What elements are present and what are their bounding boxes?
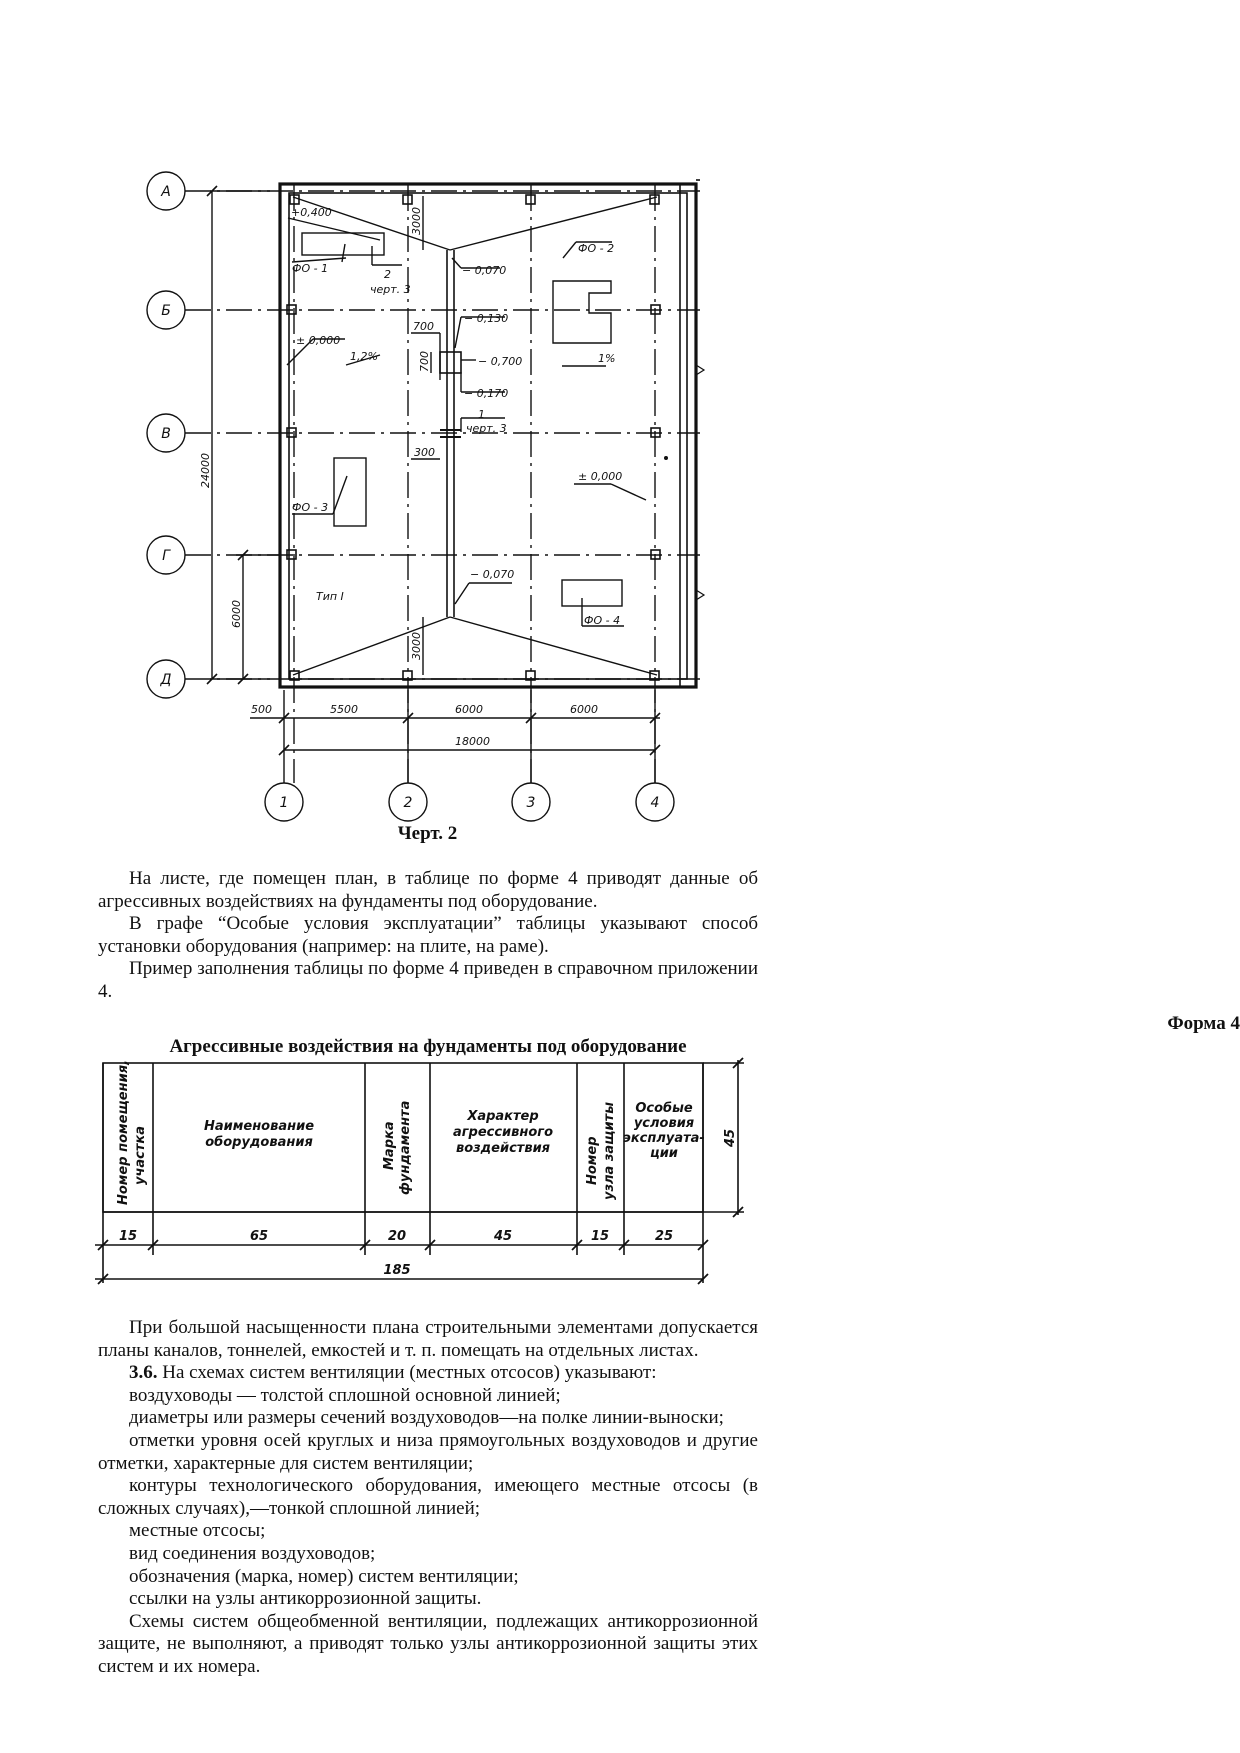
width-15a: 15 xyxy=(118,1229,138,1244)
mark-minus-0130: − 0,130 xyxy=(464,312,509,325)
list-item: контуры технологического оборудования, имеющего местные отсосы (в сложных случаях),—тонкой сплошной линией; xyxy=(98,1475,758,1519)
ref-2-number: 2 xyxy=(384,268,391,281)
col-special-conditions-line4: ции xyxy=(650,1146,678,1161)
mark-plus-0400: +0,400 xyxy=(291,206,332,219)
width-20: 20 xyxy=(387,1229,407,1244)
list-item: ссылки на узлы антикоррозионной защиты. xyxy=(129,1588,482,1610)
mark-pm-0000b: ± 0,000 xyxy=(578,470,623,483)
dim-700b: 700 xyxy=(418,351,431,372)
foundation-fo1: ФО - 1 xyxy=(292,262,329,275)
col-room-number-line2: участка xyxy=(133,1125,148,1185)
col-room-number-line1: Номер помещения, xyxy=(116,1059,131,1205)
axis-col-1: 1 xyxy=(279,795,289,811)
width-45: 45 xyxy=(493,1229,513,1244)
floor-plan-drawing xyxy=(0,0,760,830)
col-foundation-mark-line1: Марка xyxy=(382,1121,397,1170)
list-item: отметки уровня осей круглых и низа прямоугольных воздуховодов и другие отметки, характерные для систем вентиляции; xyxy=(98,1429,758,1474)
col-aggressive-line1: Характер xyxy=(467,1109,539,1124)
axis-col-4: 4 xyxy=(650,795,660,811)
dim-6000-left: 6000 xyxy=(230,600,243,628)
mark-minus-0700: − 0,700 xyxy=(478,355,523,368)
col-protection-node-line2: узла защиты xyxy=(602,1102,617,1200)
mark-pm-0000a: ± 0,000 xyxy=(296,334,341,347)
section-number: 3.6. xyxy=(129,1362,158,1384)
mark-minus-0070a: − 0,070 xyxy=(462,264,507,277)
foundation-fo4: ФО - 4 xyxy=(584,614,621,627)
col-special-conditions-line2: условия xyxy=(633,1116,695,1131)
form-title: Агрессивные воздействия на фундаменты под оборудование xyxy=(169,1036,687,1057)
axis-col-3: 3 xyxy=(526,795,536,811)
intro-text xyxy=(98,868,758,1004)
axis-row-v: В xyxy=(161,426,171,442)
col-equipment-line2: оборудования xyxy=(205,1135,313,1150)
list-item: местные отсосы; xyxy=(129,1520,266,1542)
col-foundation-mark-line2: фундамента xyxy=(398,1100,413,1195)
body-text xyxy=(98,1317,758,1679)
paragraph-final: Схемы систем общеобменной вентиляции, подлежащих антикоррозионной защите, не выполняют, а приводят только узлы антикоррозионной защиты этих систем и их номера. xyxy=(98,1610,758,1677)
width-65: 65 xyxy=(249,1229,269,1244)
axis-row-a: А xyxy=(161,184,171,200)
dim-24000: 24000 xyxy=(199,453,212,488)
paragraph: В графе “Особые условия эксплуатации” таблицы указывают способ установки оборудования (например: на плите, на раме). xyxy=(98,913,758,957)
ref-1-text: черт. 3 xyxy=(466,422,507,435)
mark-minus-0070b: − 0,070 xyxy=(470,568,515,581)
col-special-conditions-line3: эксплуата- xyxy=(623,1131,705,1146)
dim-500: 500 xyxy=(251,703,272,716)
section-text: На схемах систем вентиляции (местных отсосов) указывают: xyxy=(157,1362,657,1384)
width-total-185: 185 xyxy=(383,1263,411,1278)
dim-6000a: 6000 xyxy=(455,703,483,716)
paragraph-saturation: При большой насыщенности плана строительными элементами допускается планы каналов, тоннелей, емкостей и т. п. помещать на отдельных листах. xyxy=(98,1317,758,1361)
drawing-caption: Черт. 2 xyxy=(397,823,458,844)
dim-height-45: 45 xyxy=(723,1128,738,1147)
width-25: 25 xyxy=(654,1229,674,1244)
axis-row-d: Д xyxy=(160,672,172,688)
dim-3000-top: 3000 xyxy=(410,207,423,235)
axis-col-2: 2 xyxy=(403,795,413,811)
col-aggressive-line3: воздействия xyxy=(455,1141,551,1156)
section-3-6 xyxy=(98,1362,758,1385)
paragraph: На листе, где помещен план, в таблице по форме 4 приводят данные об агрессивных воздействиях на фундаменты под оборудование. xyxy=(98,868,758,912)
form-label: Форма 4 xyxy=(1167,1013,1240,1034)
type-label: Тип I xyxy=(316,590,344,603)
dim-700a: 700 xyxy=(413,320,434,333)
col-protection-node-line1: Номер xyxy=(585,1136,600,1185)
dim-5500: 5500 xyxy=(330,703,358,716)
foundation-fo3: ФО - 3 xyxy=(292,501,329,514)
dim-300: 300 xyxy=(414,446,435,459)
form4-table-drawing xyxy=(0,1055,760,1290)
slope-right: 1% xyxy=(598,352,616,365)
axis-row-b: Б xyxy=(161,303,171,319)
ref-1-number: 1 xyxy=(478,408,485,421)
slope-left: 1,2% xyxy=(350,350,378,363)
ref-2-text: черт. 3 xyxy=(370,283,411,296)
list-item: воздуховоды — толстой сплошной основной линией; xyxy=(129,1384,561,1406)
list-item: вид соединения воздуховодов; xyxy=(129,1542,376,1564)
width-15b: 15 xyxy=(590,1229,610,1244)
col-equipment-line1: Наименование xyxy=(203,1119,315,1134)
foundation-fo2: ФО - 2 xyxy=(578,242,615,255)
dim-6000b: 6000 xyxy=(570,703,598,716)
paragraph: Пример заполнения таблицы по форме 4 приведен в справочном приложении 4. xyxy=(98,958,758,1002)
col-aggressive-line2: агрессивного xyxy=(452,1125,554,1140)
list-item: диаметры или размеры сечений воздуховодов—на полке линии-выноски; xyxy=(129,1407,724,1429)
dim-18000: 18000 xyxy=(455,735,490,748)
list-item: обозначения (марка, номер) систем вентиляции; xyxy=(129,1565,519,1587)
col-special-conditions-line1: Особые xyxy=(635,1101,693,1116)
dim-3000-bottom: 3000 xyxy=(410,632,423,660)
mark-minus-0170: − 0,170 xyxy=(464,387,509,400)
axis-row-g: Г xyxy=(162,548,170,564)
